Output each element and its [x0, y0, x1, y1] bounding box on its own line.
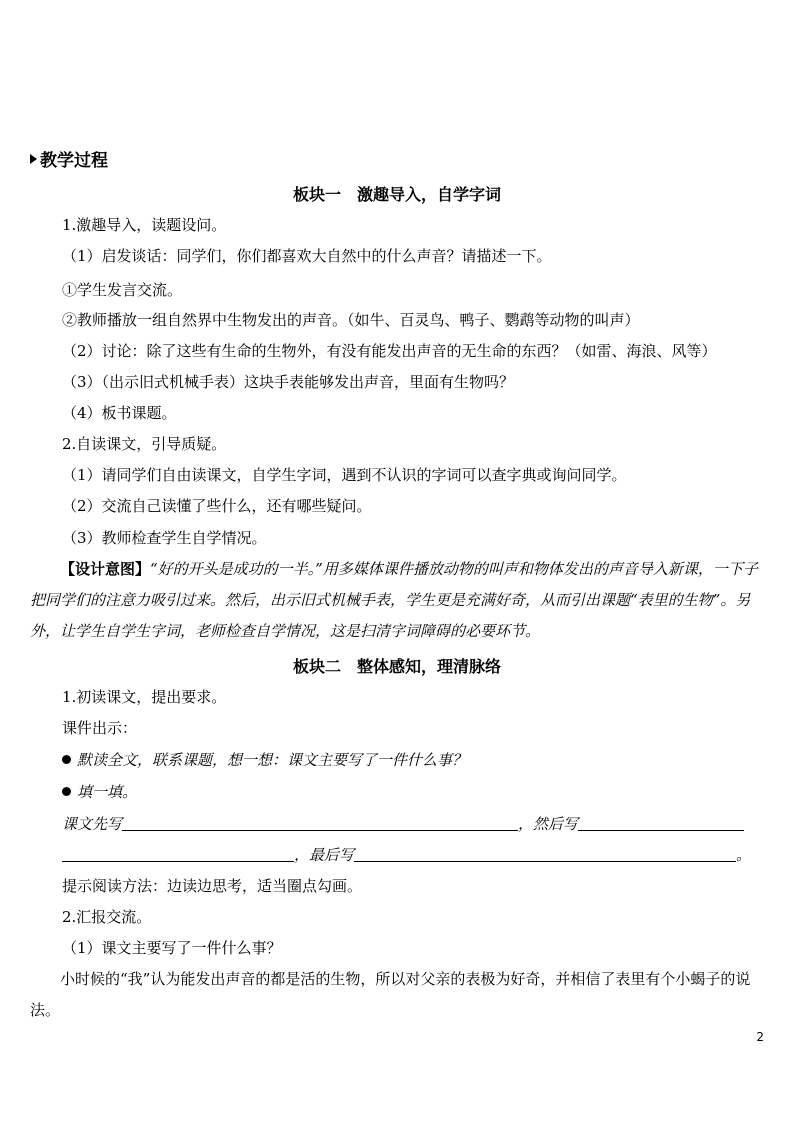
question-line: （1）课文主要写了一件什么事？ [62, 939, 282, 957]
design-intent [30, 554, 762, 647]
block1-line: （3）教师检查学生自学情况。 [62, 529, 267, 547]
block1-line: （2）交流自己读懂了些什么，还有哪些疑问。 [62, 497, 372, 515]
block1-line: ①学生发言交流。 [62, 281, 183, 299]
section-heading [30, 146, 108, 171]
block1-line: （1）启发谈话：同学们，你们都喜欢大自然中的什么声音？请描述一下。 [62, 247, 552, 265]
block2-line: 1.初读课文，提出要求。 [62, 688, 227, 706]
fill-line-1: 课文先写 ，然后写 [62, 814, 758, 834]
block1-title: 板块一 激趣导入，自学字词 [292, 185, 501, 204]
answer-paragraph: 小时候的“我”认为能发出声音的都是活的生物，所以对父亲的表极为好奇，并相信了表里有个小蝎子的说法。 [30, 970, 751, 1019]
bullet-dot-icon [62, 755, 71, 764]
bullet-dot-icon [62, 787, 71, 796]
answer-blank[interactable] [122, 816, 518, 831]
answer-blank[interactable] [62, 847, 294, 862]
block1-line: （4）板书课题。 [62, 404, 177, 422]
block1-line: 2.自读课文，引导质疑。 [62, 435, 227, 453]
answer-blank[interactable] [354, 847, 736, 862]
section-title: 教学过程 [40, 151, 108, 171]
bullet-item: 默读全文，联系课题，想一想：课文主要写了一件什么事？ [62, 750, 758, 770]
courseware-label: 课件出示： [62, 719, 138, 737]
block2-line: 2.汇报交流。 [62, 908, 152, 926]
design-text: “好的开头是成功的一半。”用多媒体课件播放动物的叫声和物体发出的声音导入新课，一下子把同学们的注意力吸引过来。然后，出示旧式机械手表，学生更是充满好奇，从而引出课题“表里的生物”。另外，让学生自学生字词，老师检查自学情况，这是扫清字词障碍的必要环节。 [30, 560, 758, 640]
tip-line: 提示阅读方法：边读边思考，适当圈点勾画。 [62, 877, 363, 895]
block1-line: （3）（出示旧式机械手表）这块手表能够发出声音，里面有生物吗？ [62, 373, 515, 391]
block2-title: 板块二 整体感知，理清脉络 [292, 657, 501, 676]
block1-line: 1.激趣导入，读题设问。 [62, 216, 227, 234]
triangle-bullet-icon [30, 154, 37, 164]
fill-line-2: ，最后写 。 [62, 845, 758, 865]
design-label: 【设计意图】 [60, 560, 151, 578]
bullet-item: 填一填。 [62, 782, 758, 802]
answer-blank[interactable] [578, 816, 744, 831]
block1-line: （1）请同学们自由读课文，自学生字词，遇到不认识的字词可以查字典或询问同学。 [62, 466, 627, 484]
block1-line: （2）讨论：除了这些有生命的生物外，有没有能发出声音的无生命的东西？（如雷、海浪、风等） [62, 342, 717, 360]
block1-line: ②教师播放一组自然界中生物发出的声音。（如牛、百灵鸟、鸭子、鹦鹉等动物的叫声） [62, 311, 640, 329]
page-number: 2 [756, 1030, 764, 1044]
